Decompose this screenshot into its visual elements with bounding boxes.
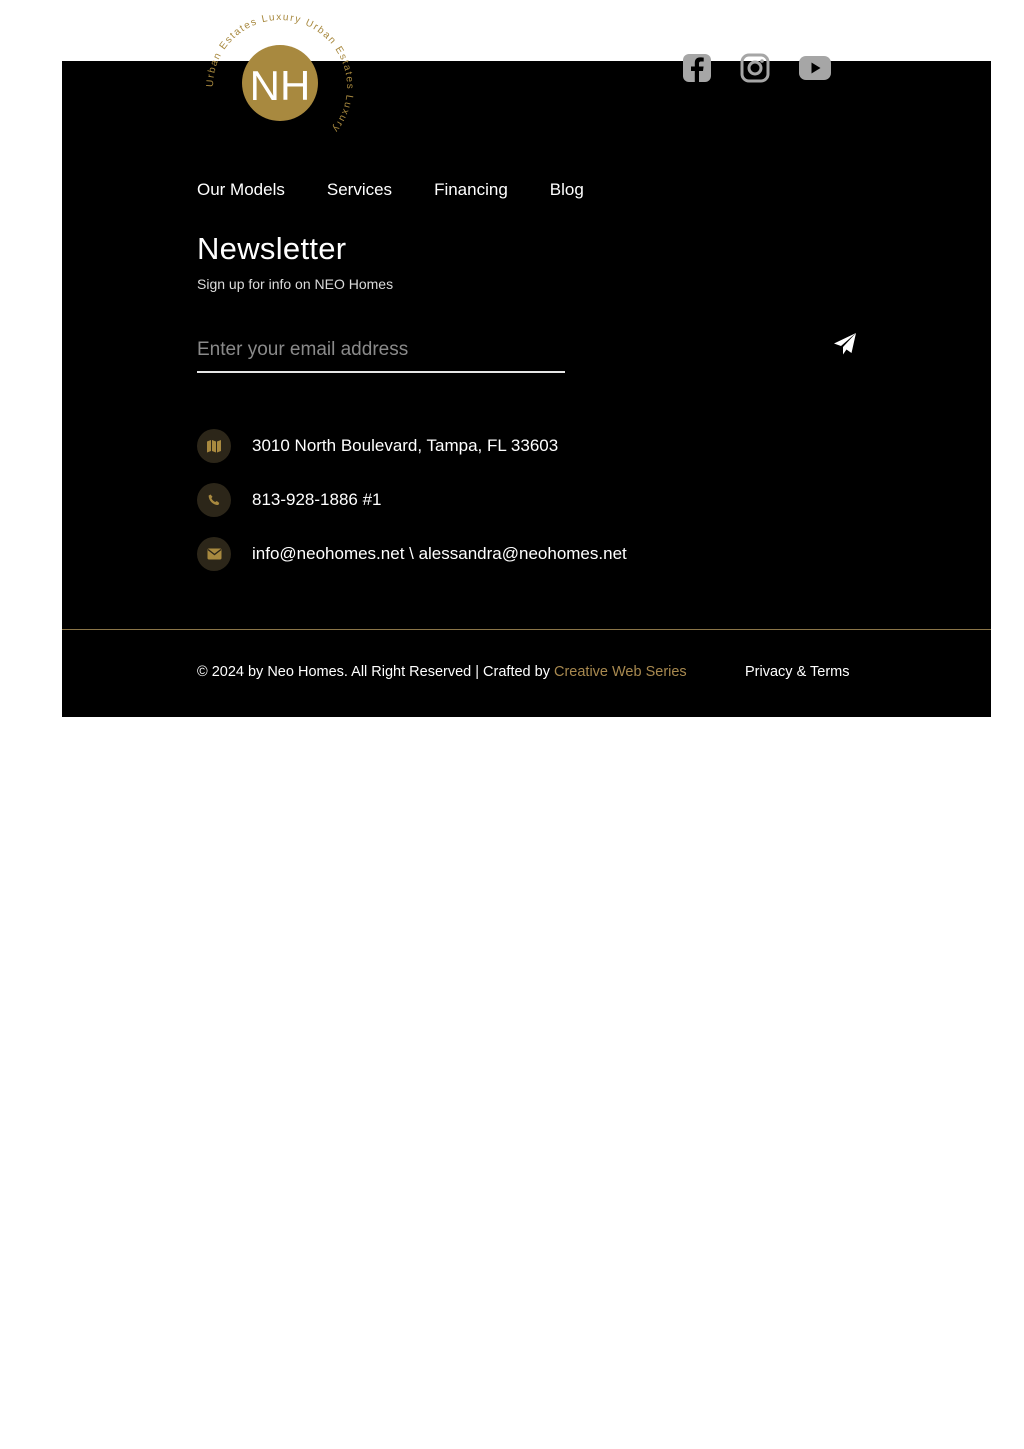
newsletter-subtitle: Sign up for info on NEO Homes	[197, 276, 394, 292]
privacy-terms-link[interactable]: Privacy & Terms	[745, 664, 850, 680]
map-icon	[197, 429, 231, 463]
email-text[interactable]: info@neohomes.net \ alessandra@neohomes.net	[252, 544, 627, 563]
newsletter-email-field	[197, 329, 565, 373]
svg-text:NH: NH	[249, 62, 311, 109]
phone-text[interactable]: 813-928-1886 #1	[252, 490, 382, 509]
contact-address	[197, 429, 558, 463]
facebook-link[interactable]	[682, 53, 712, 88]
footer-divider	[62, 629, 991, 630]
social-links	[682, 53, 860, 88]
contact-phone	[197, 483, 382, 517]
envelope-icon	[197, 537, 231, 571]
phone-icon	[197, 483, 231, 517]
logo-badge	[200, 7, 360, 167]
contact-email	[197, 537, 627, 571]
nav-blog[interactable]: Blog	[549, 180, 584, 199]
youtube-link[interactable]	[798, 55, 832, 86]
instagram-link[interactable]	[740, 53, 770, 88]
logo-ring-text: Urban Estates Luxury Urban Estates Luxury	[204, 11, 356, 135]
neo-homes-logo[interactable]	[200, 7, 360, 167]
facebook-icon	[682, 53, 712, 83]
address-text: 3010 North Boulevard, Tampa, FL 33603	[252, 436, 559, 455]
copyright-label: © 2024 by Neo Homes. All Right Reserved | Crafted by	[197, 664, 550, 680]
footer-nav	[197, 180, 626, 200]
instagram-icon	[740, 53, 770, 83]
nav-financing[interactable]: Financing	[434, 180, 508, 199]
youtube-icon	[798, 55, 832, 81]
nav-our-models[interactable]: Our Models	[197, 180, 285, 199]
newsletter-submit-button[interactable]	[832, 331, 858, 357]
newsletter-title: Newsletter	[197, 231, 347, 266]
email-input[interactable]	[197, 329, 565, 371]
paper-plane-icon	[832, 331, 858, 357]
nav-services[interactable]: Services	[326, 180, 393, 199]
copyright-text	[197, 664, 687, 680]
creative-web-series-link[interactable]: Creative Web Series	[553, 664, 687, 680]
site-footer	[62, 11, 991, 717]
